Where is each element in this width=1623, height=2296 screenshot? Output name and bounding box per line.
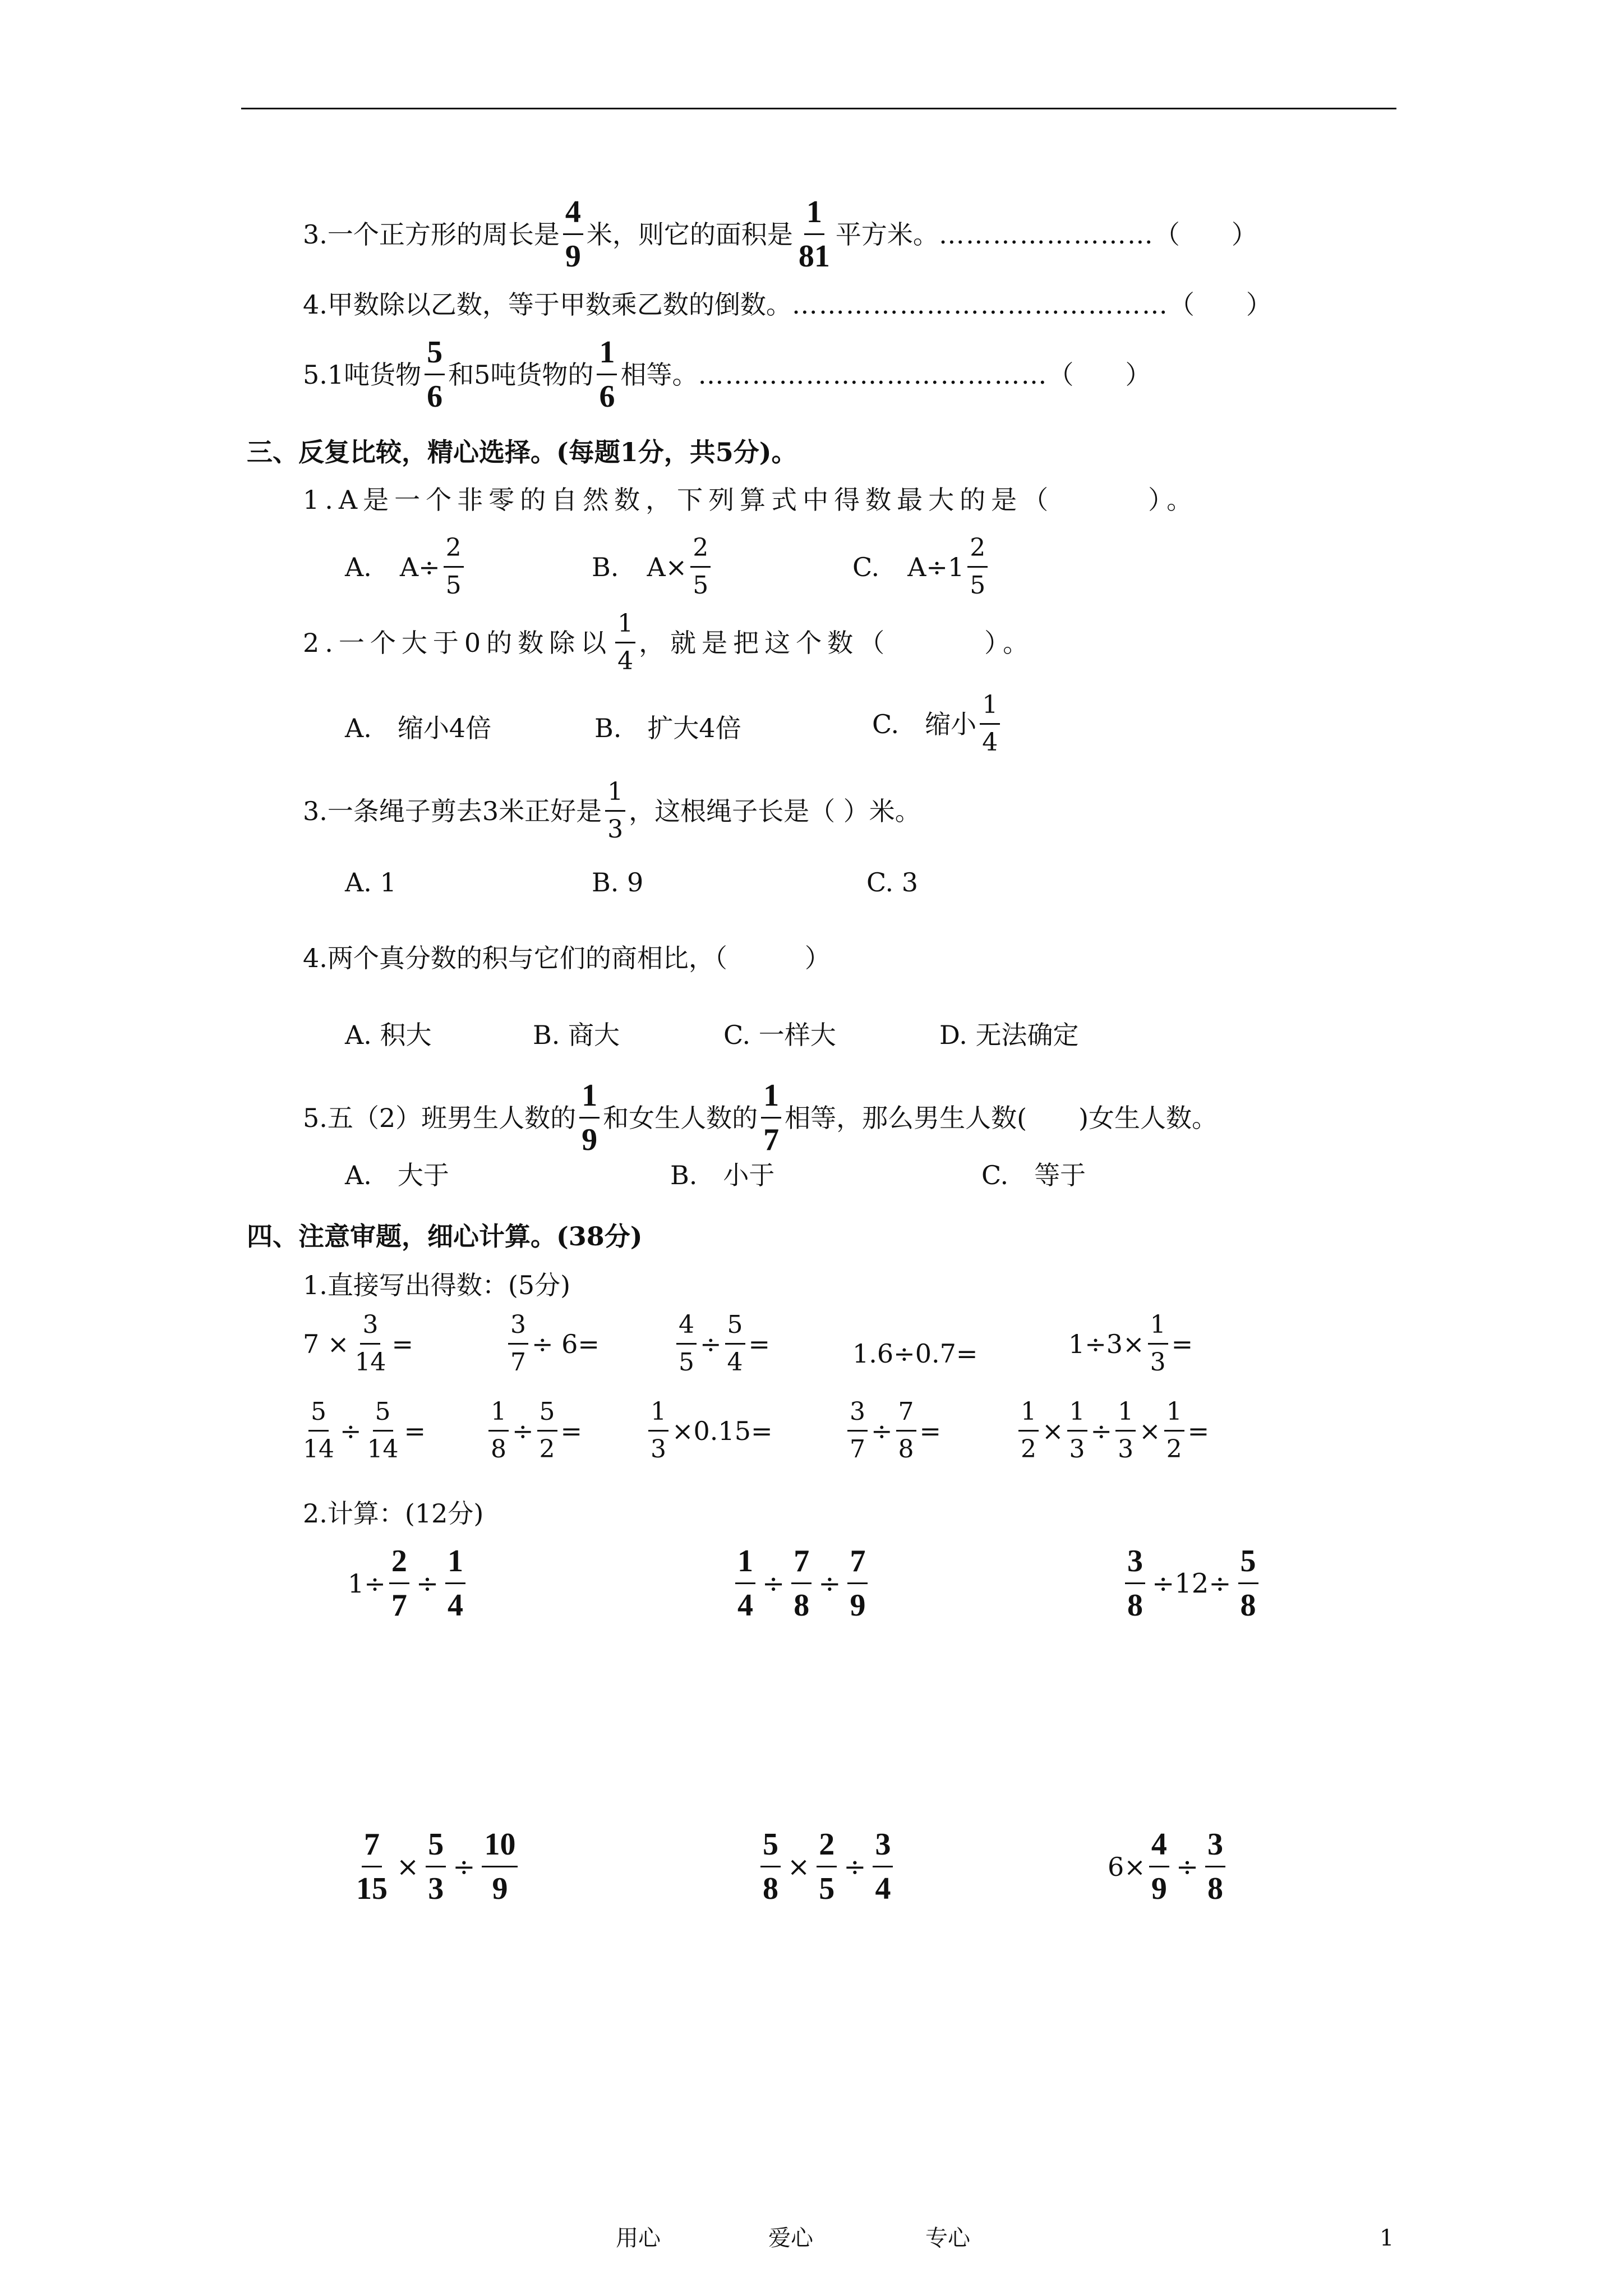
numerator: 1	[761, 1080, 781, 1119]
numerator: 10	[482, 1829, 518, 1867]
operator: ÷	[453, 1851, 476, 1883]
fraction	[847, 1545, 868, 1621]
denominator: 5	[819, 1871, 835, 1906]
expr-2-5	[1015, 1397, 1210, 1464]
denominator: 3	[1118, 1435, 1134, 1464]
page-number: 1	[1380, 2225, 1394, 2251]
fraction	[482, 1829, 518, 1904]
footer-zhuanxin: 专心	[925, 2225, 970, 2251]
fraction	[1018, 1397, 1039, 1464]
numerator: 1	[605, 780, 625, 812]
operator: ÷	[1175, 1851, 1199, 1883]
q3-3	[303, 777, 921, 844]
fraction	[444, 533, 464, 600]
footer-yongxin: 用心	[616, 2225, 661, 2251]
denominator: 81	[798, 239, 830, 274]
numerator: 3	[1205, 1829, 1225, 1867]
numerator: 7	[847, 1545, 868, 1584]
q2-5-text-a: 5.1吨货物	[303, 359, 422, 390]
calc-1	[348, 1545, 469, 1621]
option-label: A.	[345, 551, 372, 582]
denominator: 5	[679, 1348, 694, 1377]
numerator: 5	[1238, 1545, 1258, 1584]
calc-3	[1122, 1545, 1262, 1621]
denominator: 4	[737, 1588, 753, 1623]
operator: ÷12÷	[1152, 1567, 1232, 1599]
denominator: 8	[898, 1435, 914, 1464]
calc-2	[732, 1545, 871, 1621]
denominator: 8	[1127, 1588, 1143, 1623]
numerator: 7	[896, 1400, 916, 1432]
operator: ×	[396, 1851, 419, 1883]
fraction	[389, 1545, 409, 1621]
fraction	[1148, 1310, 1168, 1377]
denominator: 2	[539, 1435, 555, 1464]
answer-paren: （ ）	[1154, 219, 1257, 250]
operator: ÷	[416, 1567, 439, 1599]
expr-1-4: 1.6÷0.7=	[852, 1338, 978, 1369]
fraction	[1238, 1545, 1258, 1621]
leader-dots: ……………………	[938, 219, 1154, 250]
fraction	[1164, 1397, 1184, 1464]
denominator: 4	[448, 1588, 464, 1623]
q2-4-text: 4.甲数除以乙数，等于甲数乘乙数的倒数。	[303, 289, 792, 320]
denominator: 8	[491, 1435, 506, 1464]
q2-3	[303, 196, 1257, 272]
numerator: 1	[1067, 1400, 1087, 1432]
q3-2	[303, 611, 1034, 674]
numerator: 1	[445, 1545, 465, 1584]
numerator: 5	[537, 1400, 557, 1432]
q3-5-text-b: 和女生人数的	[603, 1102, 758, 1133]
expr-text: =	[919, 1415, 942, 1446]
numerator: 5	[426, 1829, 446, 1867]
q3-5-option-a: A. 大于	[345, 1160, 449, 1190]
denominator: 14	[354, 1348, 386, 1377]
q3-1: 1.A是一个非零的自然数，下列算式中得数最大的是（ ）。	[303, 485, 1198, 515]
denominator: 7	[391, 1588, 407, 1623]
q3-2-option-c	[872, 693, 1003, 755]
numerator: 3	[360, 1313, 380, 1345]
expr-1-5	[1068, 1310, 1193, 1377]
denominator: 7	[763, 1122, 780, 1157]
numerator: 5	[373, 1400, 393, 1432]
expr-1-3	[673, 1310, 771, 1377]
q3-5-text-a: 5.五（2）班男生人数的	[303, 1102, 577, 1133]
q3-3-text-b: ，这根绳子长是（ ）米。	[629, 795, 921, 826]
denominator: 9	[1151, 1871, 1167, 1906]
q2-5-text-c: 相等。	[620, 359, 698, 390]
option-expr: A÷1	[907, 551, 965, 582]
expr-2-3	[645, 1397, 773, 1464]
expr-text: =	[404, 1415, 426, 1446]
leader-dots: ……………………………………	[791, 289, 1169, 320]
denominator: 14	[303, 1435, 334, 1464]
fraction	[980, 693, 1000, 755]
numerator: 1	[648, 1400, 668, 1432]
numerator: 1	[488, 1400, 509, 1432]
option-text: C. 缩小	[872, 708, 977, 739]
q2-3-text-c: 平方米。	[835, 219, 939, 250]
operator: ÷	[871, 1415, 893, 1446]
fraction	[690, 533, 711, 600]
leader-dots: …………………………………	[698, 359, 1048, 390]
operator: ÷	[512, 1415, 534, 1446]
q2-3-text-a: 3.一个正方形的周长是	[303, 219, 560, 250]
numerator: 2	[389, 1545, 409, 1584]
denominator: 2	[1021, 1435, 1036, 1464]
expr-text: ÷ 6=	[532, 1328, 600, 1359]
numerator: 2	[967, 536, 988, 568]
denominator: 6	[599, 379, 615, 414]
fraction	[967, 533, 988, 600]
header-rule	[241, 108, 1396, 109]
numerator: 3	[508, 1313, 528, 1345]
q3-2-text-a: 2.一个大于0的数除以	[303, 627, 612, 658]
numerator: 1	[579, 1080, 600, 1119]
fraction	[615, 611, 635, 674]
q2-5-text-b: 和5吨货物的	[448, 359, 594, 390]
numerator: 2	[444, 536, 464, 568]
calc-6	[1108, 1829, 1229, 1904]
denominator: 5	[693, 571, 709, 600]
numerator: 1	[597, 337, 617, 375]
numerator: 7	[362, 1829, 382, 1867]
numerator: 4	[563, 196, 583, 235]
fraction	[579, 1080, 600, 1156]
numerator: 3	[847, 1400, 868, 1432]
calc-5	[757, 1829, 896, 1904]
q2-4	[303, 289, 1272, 320]
fraction	[301, 1397, 336, 1464]
expr-text: 1÷3×	[1068, 1328, 1145, 1359]
q3-2-option-a: A. 缩小4倍	[345, 713, 492, 743]
denominator: 9	[850, 1588, 866, 1623]
denominator: 4	[875, 1871, 891, 1906]
fraction	[425, 337, 445, 412]
fraction	[597, 337, 617, 412]
expr-text: =	[1171, 1328, 1193, 1359]
q3-5	[303, 1080, 1218, 1156]
numerator: 1	[804, 196, 824, 235]
fraction	[796, 196, 832, 272]
q3-3-text-a: 3.一条绳子剪去3米正好是	[303, 795, 602, 826]
expr-1-1	[303, 1310, 413, 1377]
denominator: 3	[607, 815, 624, 844]
q3-4-option-c: C. 一样大	[723, 1020, 836, 1050]
numerator: 1	[1115, 1400, 1136, 1432]
operator: ÷	[762, 1567, 785, 1599]
fraction	[847, 1397, 868, 1464]
q3-4-option-d: D. 无法确定	[939, 1020, 1079, 1050]
fraction	[873, 1829, 893, 1904]
q3-2-text-b: ，就是把这个数（ ）。	[639, 627, 1035, 658]
denominator: 2	[1166, 1435, 1182, 1464]
fraction	[1205, 1829, 1225, 1904]
q2-5	[303, 337, 1151, 412]
denominator: 3	[1069, 1435, 1085, 1464]
denominator: 9	[492, 1871, 508, 1906]
denominator: 3	[428, 1871, 444, 1906]
denominator: 8	[1240, 1588, 1256, 1623]
q3-1-option-c	[852, 533, 991, 600]
denominator: 8	[794, 1588, 810, 1623]
fraction	[896, 1397, 916, 1464]
option-expr: A÷	[399, 551, 440, 582]
operator: ×	[1139, 1415, 1161, 1446]
section3-title: 三、反复比较，精心选择。(每题1分，共5分)。	[247, 437, 797, 467]
q3-1-option-b	[592, 533, 714, 600]
numerator: 5	[425, 337, 445, 375]
denominator: 5	[970, 571, 986, 600]
numerator: 1	[980, 693, 1000, 725]
q4-2-title: 2.计算：(12分)	[303, 1498, 484, 1529]
footer-aixin: 爱心	[768, 2225, 813, 2251]
denominator: 4	[727, 1348, 743, 1377]
q2-3-text-b: 米，则它的面积是	[586, 219, 793, 250]
fraction	[1149, 1829, 1169, 1904]
denominator: 6	[427, 379, 443, 414]
denominator: 9	[582, 1122, 598, 1157]
denominator: 4	[617, 647, 634, 675]
fraction	[760, 1829, 781, 1904]
expr-2-2	[485, 1397, 583, 1464]
denominator: 8	[763, 1871, 778, 1906]
denominator: 8	[1207, 1871, 1224, 1906]
fraction	[365, 1397, 401, 1464]
q3-5-text-c: 相等，那么男生人数( )女生人数。	[785, 1102, 1218, 1133]
numerator: 1	[1018, 1400, 1039, 1432]
numerator: 3	[1125, 1545, 1145, 1584]
q3-4: 4.两个真分数的积与它们的商相比，（ ）	[303, 943, 831, 973]
fraction	[1067, 1397, 1087, 1464]
q3-3-option-c: C. 3	[866, 867, 919, 898]
numerator: 5	[725, 1313, 745, 1345]
operator: ÷	[843, 1851, 866, 1883]
fraction	[605, 777, 625, 844]
q3-4-option-a: A. 积大	[345, 1020, 432, 1050]
numerator: 7	[791, 1545, 811, 1584]
q3-3-option-a: A. 1	[345, 867, 396, 898]
expr-text: =	[560, 1415, 583, 1446]
numerator: 3	[873, 1829, 893, 1867]
denominator: 7	[850, 1435, 865, 1464]
operator: ÷	[1090, 1415, 1113, 1446]
numerator: 5	[308, 1400, 329, 1432]
expr-1-2	[505, 1310, 600, 1377]
operator: ×	[1042, 1415, 1064, 1446]
calc-4	[351, 1829, 521, 1904]
denominator: 3	[1150, 1348, 1166, 1377]
fraction	[508, 1310, 528, 1377]
q3-5-option-c: C. 等于	[981, 1160, 1086, 1190]
fraction	[563, 196, 583, 272]
q4-1-title: 1.直接写出得数：(5分)	[303, 1270, 571, 1300]
operator: ÷	[818, 1567, 841, 1599]
expr-text: =	[1187, 1415, 1210, 1446]
expr-text: =	[391, 1328, 413, 1359]
numerator: 2	[690, 536, 711, 568]
answer-paren: （ ）	[1048, 359, 1151, 390]
fraction	[352, 1310, 388, 1377]
numerator: 4	[676, 1313, 697, 1345]
q3-2-option-b: B. 扩大4倍	[594, 713, 741, 743]
q3-4-option-b: B. 商大	[533, 1020, 620, 1050]
q3-5-option-b: B. 小于	[670, 1160, 775, 1190]
operator: ÷	[340, 1415, 362, 1446]
expr-2-1	[297, 1397, 426, 1464]
numerator: 1	[735, 1545, 755, 1584]
fraction	[735, 1545, 755, 1621]
fraction	[761, 1080, 781, 1156]
option-label: B.	[592, 551, 619, 582]
section4-title: 四、注意审题，细心计算。(38分)	[247, 1221, 643, 1251]
option-label: C.	[852, 551, 880, 582]
fraction	[791, 1545, 811, 1621]
fraction	[488, 1397, 509, 1464]
fraction	[354, 1829, 390, 1904]
fraction	[426, 1829, 446, 1904]
numerator: 5	[760, 1829, 781, 1867]
fraction	[817, 1829, 837, 1904]
fraction	[676, 1310, 697, 1377]
fraction	[445, 1545, 465, 1621]
numerator: 1	[1164, 1400, 1184, 1432]
numerator: 2	[817, 1829, 837, 1867]
denominator: 4	[982, 728, 998, 757]
numerator: 4	[1149, 1829, 1169, 1867]
fraction	[537, 1397, 557, 1464]
fraction	[1125, 1545, 1145, 1621]
denominator: 5	[445, 571, 462, 600]
fraction	[648, 1397, 668, 1464]
numerator: 1	[615, 611, 635, 643]
denominator: 15	[356, 1871, 388, 1906]
fraction	[725, 1310, 745, 1377]
expr-text: =	[748, 1328, 771, 1359]
expr-text: 1÷	[348, 1568, 386, 1599]
denominator: 3	[651, 1435, 666, 1464]
fraction	[1115, 1397, 1136, 1464]
numerator: 1	[1148, 1313, 1168, 1345]
expr-2-4	[844, 1397, 942, 1464]
expr-text: 6×	[1108, 1851, 1146, 1882]
denominator: 7	[510, 1348, 526, 1377]
q3-3-option-b: B. 9	[592, 867, 644, 898]
q3-1-option-a	[345, 533, 467, 600]
denominator: 9	[565, 239, 581, 274]
operator: ÷	[700, 1328, 722, 1359]
operator: ×	[787, 1851, 810, 1883]
expr-text: ×0.15=	[672, 1415, 773, 1446]
option-expr: A×	[647, 551, 688, 582]
expr-text: 7 ×	[303, 1328, 349, 1359]
denominator: 14	[367, 1435, 399, 1464]
answer-paren: （ ）	[1168, 289, 1272, 320]
